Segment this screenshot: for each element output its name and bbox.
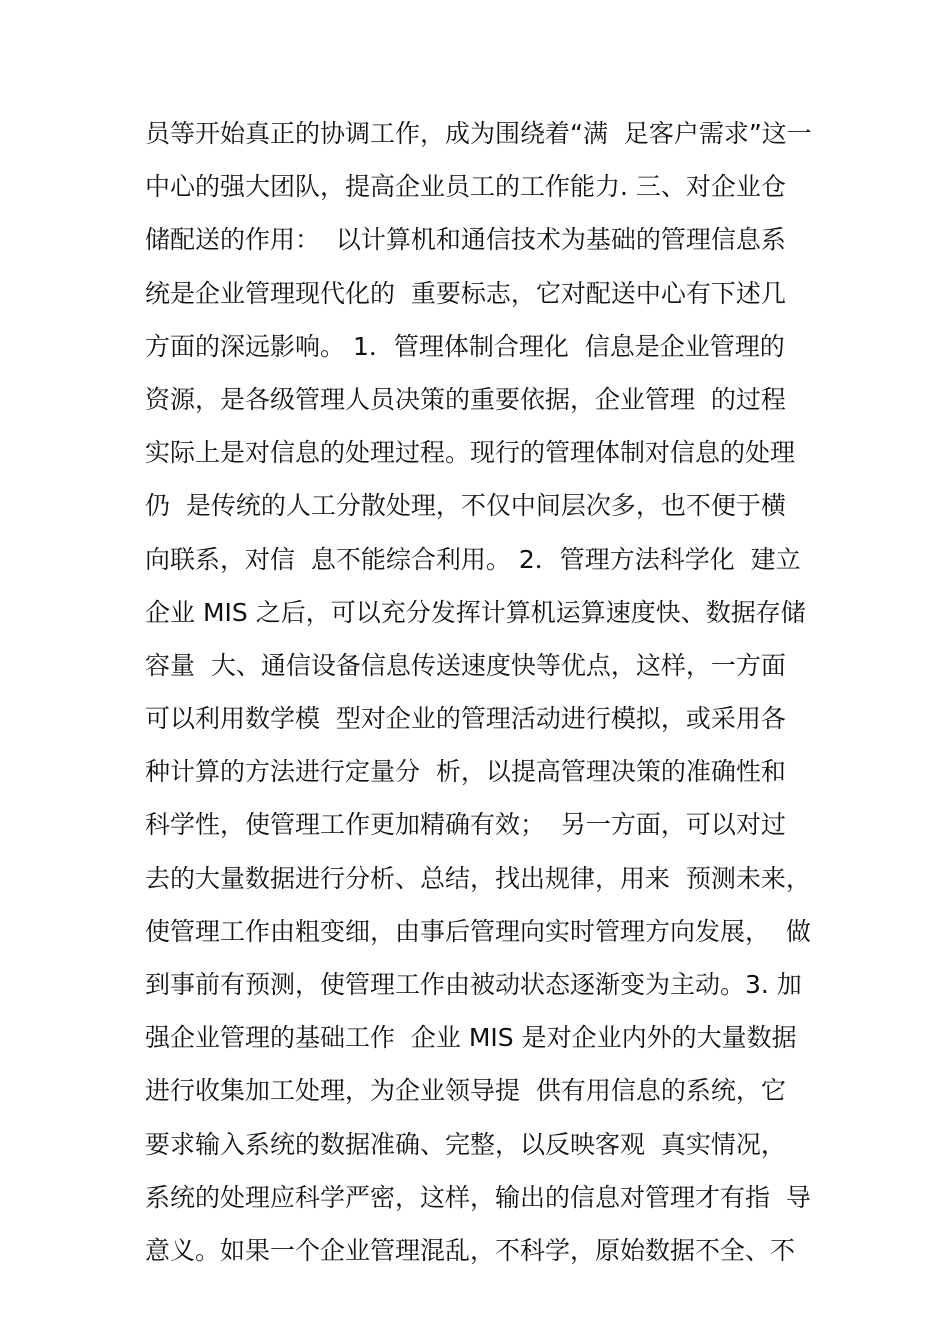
text-line: 储配送的作用： 以计算机和通信技术为基础的管理信息系: [145, 225, 786, 255]
text-line: 企业 MIS 之后，可以充分发挥计算机运算速度快、数据存储: [145, 597, 806, 627]
text-line: 可以利用数学模 型对企业的管理活动进行模拟，或采用各: [145, 704, 786, 734]
text-line: 系统的处理应科学严密，这样，输出的信息对管理才有指 导: [145, 1182, 811, 1212]
body-paragraph: [145, 107, 815, 1277]
text-line: 去的大量数据进行分析、总结，找出规律，用来 预测未来，: [145, 863, 811, 893]
text-line: 向联系，对信 息不能综合利用。 2．管理方法科学化 建立: [145, 544, 801, 574]
text-line: 容量 大、通信设备信息传送速度快等优点，这样，一方面: [145, 650, 786, 680]
text-line: 使管理工作由粗变细，由事后管理向实时管理方向发展， 做: [145, 916, 811, 946]
text-line: 资源，是各级管理人员决策的重要依据，企业管理 的过程: [145, 384, 786, 414]
text-line: 实际上是对信息的处理过程。现行的管理体制对信息的处理: [145, 438, 796, 468]
text-line: 科学性，使管理工作更加精确有效； 另一方面，可以对过: [145, 810, 786, 840]
text-line: 中心的强大团队，提高企业员工的工作能力. 三、对企业仓: [145, 172, 786, 202]
text-line: 要求输入系统的数据准确、完整，以反映客观 真实情况，: [145, 1129, 786, 1159]
text-line: 强企业管理的基础工作 企业 MIS 是对企业内外的大量数据: [145, 1023, 797, 1053]
text-line: 意义。如果一个企业管理混乱，不科学，原始数据不全、不: [145, 1235, 796, 1265]
text-line: 方面的深远影响。 1．管理体制合理化 信息是企业管理的: [145, 331, 785, 361]
text-line: 统是企业管理现代化的 重要标志，它对配送中心有下述几: [145, 278, 786, 308]
text-line: 仍 是传统的人工分散处理，不仅中间层次多，也不便于横: [145, 491, 786, 521]
text-line: 员等开始真正的协调工作，成为围绕着“满 足客户需求”这一: [145, 119, 812, 148]
text-line: 进行收集加工处理，为企业领导提 供有用信息的系统，它: [145, 1076, 786, 1106]
text-line: 种计算的方法进行定量分 析，以提高管理决策的准确性和: [145, 757, 786, 787]
text-line: 到事前有预测，使管理工作由被动状态逐渐变为主动。3. 加: [145, 970, 802, 999]
